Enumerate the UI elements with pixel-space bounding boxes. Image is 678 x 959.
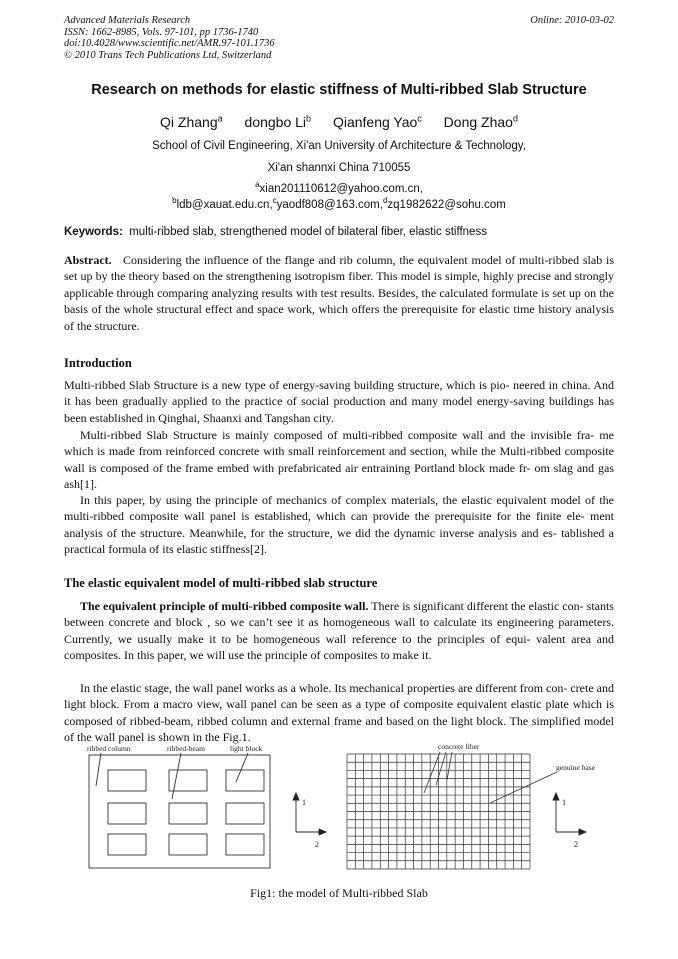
email-line-1: $^a$xian201110612@yahoo.com.cn, [255,180,423,195]
right-axes [553,793,586,835]
affiliation-line-2: Xi'an shannxi China 710055 [267,162,411,174]
email-b[interactable]: ldb@xauat.edu.cn, [176,198,273,211]
label-concrete-fiber: concrete fiber [438,742,480,751]
paper-title: Research on methods for elastic stiffness of Multi-ribbed Slab Structure [91,82,587,98]
abstract-label: Abstract. [64,253,112,267]
axis-1-label-right: 1 [562,798,566,807]
axis-2-label-left: 2 [315,840,319,849]
affiliation-line-1: School of Civil Engineering, Xi'an University of Architecture & Technology, [152,140,526,152]
left-axes [293,793,326,835]
figure-1 [0,740,678,880]
email-d[interactable]: zq1982622@sohu.com [387,198,506,211]
section-paragraph-2: In the elastic stage, the wall panel works as a whole. Its mechanical properties are different from con- crete and light block. From a macro view, wall panel can be seen as a type of composite equivalent elastic plate which is composed of ribbed-beam, ribbed column and external frame and based on the light block. The simplified model of the wall panel is shown in the Fig.1. [64,681,614,745]
label-light-block: light block [230,744,263,753]
email-line-2: $^b$ldb@xauat.edu.cn,$^c$yaodf808@163.com,$^d$zq1982622@sohu.com [172,196,506,211]
axis-1-label-left: 1 [302,798,306,807]
author: Dong Zhao$^d$ [443,113,518,130]
email-c[interactable]: yaodf808@163.com, [276,198,383,211]
section-paragraph-1: The equivalent principle of multi-ribbed composite wall. There is significant different the elastic con- stants between concrete and block , so we can’t see it as homogeneous wall to calculate its engineering parameters. Currently, we usually make it to be homogeneous wall reference to the principles of equi- valent area and composites. In this paper, we will use the principle of composites to make it. [64,599,614,663]
keywords-label: Keywords: [64,226,123,238]
fiber-grid [347,754,530,869]
intro-paragraph-1: Multi-ribbed Slab Structure is a new type of energy-saving building structure, which is pio- neered in china. And it has been gradually applied to the practice of social production and many model energy-saving buildings has been established in Qinghai, Shaanxi and Tangshan city. [64,378,614,425]
journal-name: Advanced Materials Research [64,15,191,26]
online-date: Online: 2010-03-02 [530,15,614,26]
introduction-heading: Introduction [64,356,132,370]
axis-2-label-right: 2 [574,840,578,849]
abstract [64,252,614,334]
keywords [64,226,487,238]
doi: doi:10.4028/www.scientific.net/AMR.97-101.1736 [64,38,275,49]
left-wall-model [89,753,270,868]
author-list [0,113,678,130]
abstract-text: Considering the influence of the flange and rib column, the equivalent model of multi-ribbed slab is set up by the theory based on the strengthening isotropism fiber. This model is simple, highly precise and strongly applicable through comparing analyzing results with test results. Besides, the calculated formulate is set up on the basis of the whole structural effect and space work, which offers the prerequisite for elastic time history analysis of the structure. [64,253,614,333]
intro-paragraph-2: Multi-ribbed Slab Structure is mainly composed of multi-ribbed composite wall and the invisible fra- me which is made from reinforced concrete with small reinforcement and section, while the Multi-ribbed composite wall is composed of the frame embed with prefabricated air entraining Portland block made fr- om slag and gas ash[1]. [64,428,614,492]
author: Qi Zhang$^a$ [160,113,223,130]
issn: ISSN: 1662-8985, Vols. 97-101, pp 1736-1740 [64,26,259,38]
label-genuine-base: genuine base [556,763,595,772]
author: Qianfeng Yao$^c$ [332,113,422,130]
keywords-text: multi-ribbed slab, strengthened model of bilateral fiber, elastic stiffness [129,226,487,238]
label-ribbed-column: ribbed column [87,744,131,753]
intro-paragraph-3: In this paper, by using the principle of mechanics of complex materials, the elastic equivalent model of the multi-ribbed composite wall panel is established, which can provide the prerequisite for the finite ele- ment analysis of the structure. Meanwhile, for the structure, we did the dynamic inverse analysis and es- tablished a practical formula of its elastic stiffness[2]. [64,493,614,557]
email-a[interactable]: xian201110612@yahoo.com.cn, [259,182,423,195]
copyright: © 2010 Trans Tech Publications Ltd, Switzerland [64,49,272,61]
journal-header [64,15,275,61]
label-ribbed-beam: ribbed-beam [167,744,205,753]
section-heading: The elastic equivalent model of multi-ribbed slab structure [64,576,378,590]
figure-caption: Fig1: the model of Multi-ribbed Slab [250,886,428,900]
author: dongbo Li$^b$ [244,113,312,130]
